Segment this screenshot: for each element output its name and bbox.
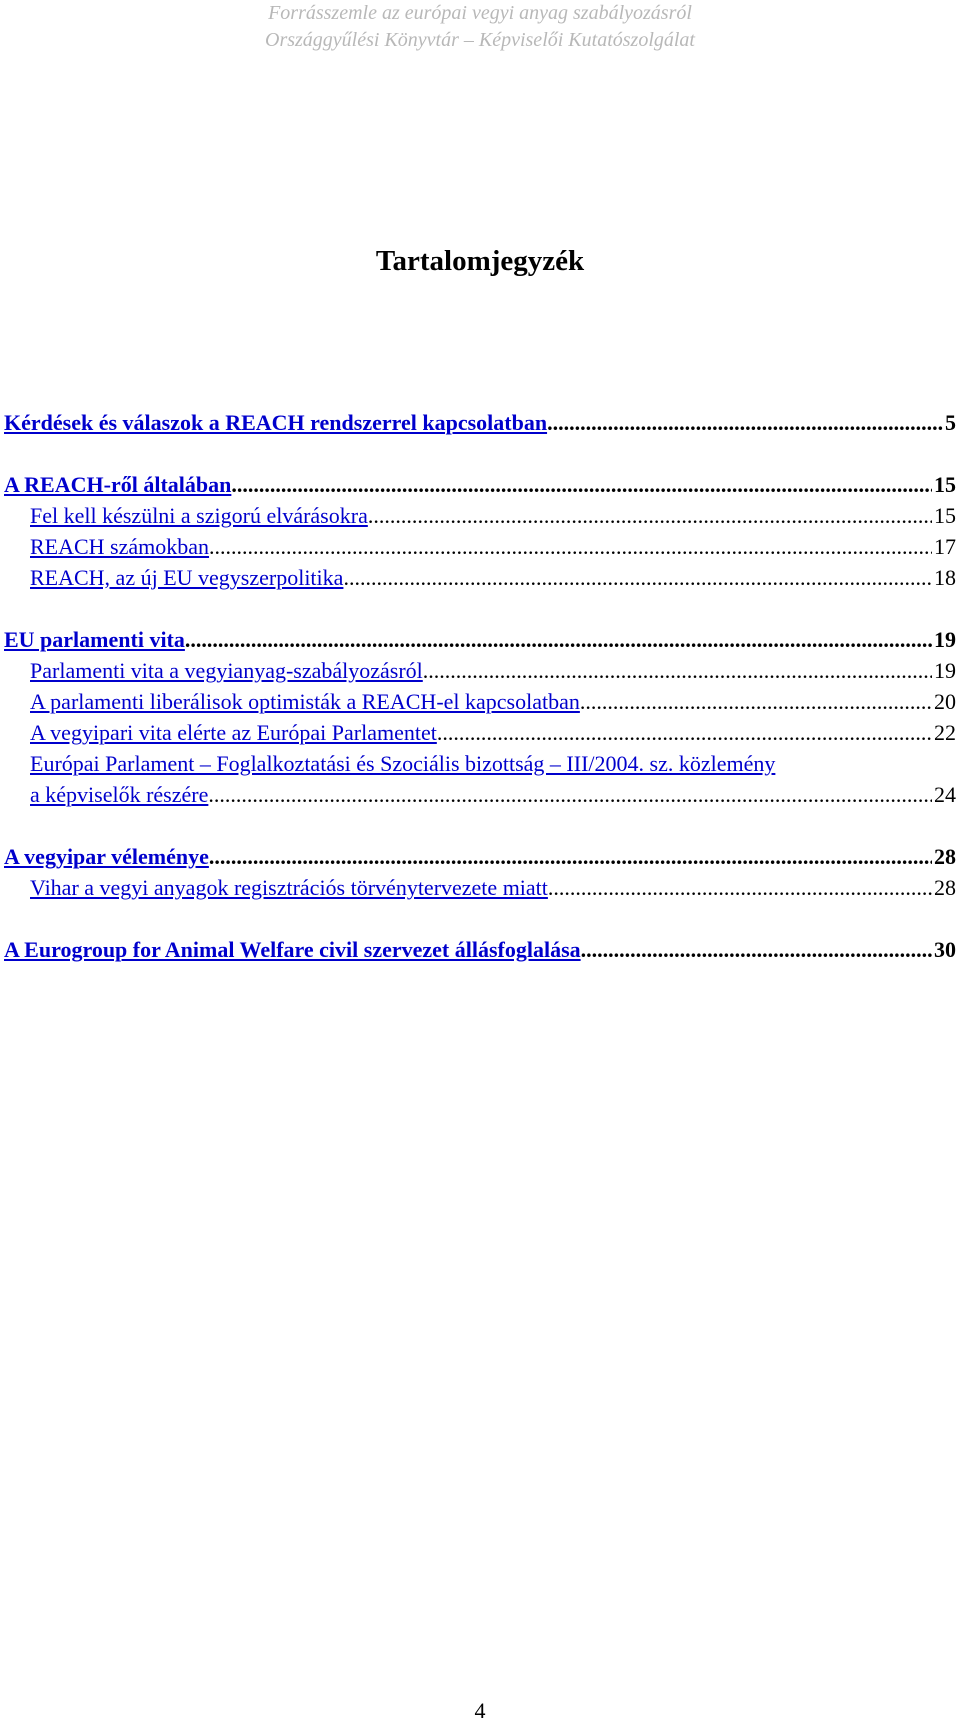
toc-page: 5 bbox=[945, 410, 956, 435]
toc-page: 28 bbox=[934, 844, 956, 869]
page-title: Tartalomjegyzék bbox=[375, 245, 585, 277]
leader-dots bbox=[548, 875, 932, 901]
toc-page: 18 bbox=[934, 565, 956, 590]
toc-entry[interactable] bbox=[30, 782, 956, 808]
toc-link[interactable]: A parlamenti liberálisok optimisták a REACH-el kapcsolatban bbox=[30, 689, 580, 714]
toc-link[interactable]: EU parlamenti vita bbox=[4, 627, 185, 652]
toc-link[interactable]: A REACH-ről általában bbox=[4, 472, 232, 497]
toc-entry[interactable] bbox=[30, 565, 956, 591]
toc-page: 19 bbox=[934, 627, 956, 652]
toc-entry[interactable] bbox=[30, 503, 956, 529]
toc-page: 30 bbox=[934, 937, 956, 962]
toc-entry[interactable] bbox=[30, 875, 956, 901]
toc-link[interactable]: Vihar a vegyi anyagok regisztrációs törvénytervezete miatt bbox=[30, 875, 548, 900]
toc-page: 15 bbox=[934, 503, 956, 528]
toc-page: 28 bbox=[934, 875, 956, 900]
toc-entry[interactable] bbox=[4, 937, 956, 963]
toc-link-wrapped[interactable]: Európai Parlament – Foglalkoztatási és Szociális bizottság – III/2004. sz. közlemény bbox=[30, 751, 776, 776]
header-line-2: Országgyűlési Könyvtár – Képviselői Kutatószolgálat bbox=[265, 29, 695, 51]
leader-dots bbox=[208, 782, 932, 808]
leader-dots bbox=[437, 720, 932, 746]
toc-link[interactable]: REACH, az új EU vegyszerpolitika bbox=[30, 565, 344, 590]
toc-link[interactable]: Parlamenti vita a vegyianyag-szabályozásról bbox=[30, 658, 423, 683]
toc-link[interactable]: A Eurogroup for Animal Welfare civil szervezet állásfoglalása bbox=[4, 937, 581, 962]
toc-page: 15 bbox=[934, 472, 956, 497]
toc-entry[interactable] bbox=[30, 689, 956, 715]
toc-page: 20 bbox=[934, 689, 956, 714]
toc-link[interactable]: Kérdések és válaszok a REACH rendszerrel kapcsolatban bbox=[4, 410, 548, 435]
leader-dots bbox=[343, 565, 932, 591]
toc-page: 22 bbox=[934, 720, 956, 745]
toc-page: 17 bbox=[934, 534, 956, 559]
toc-entry[interactable] bbox=[4, 472, 956, 498]
toc-entry[interactable] bbox=[4, 844, 956, 870]
toc-link[interactable]: a képviselők részére bbox=[30, 782, 209, 807]
toc-link[interactable]: Fel kell készülni a szigorú elvárásokra bbox=[30, 503, 368, 528]
leader-dots bbox=[581, 937, 932, 963]
leader-dots bbox=[580, 689, 932, 715]
toc-entry[interactable] bbox=[4, 410, 956, 436]
toc-entry[interactable] bbox=[4, 627, 956, 653]
toc-link[interactable]: REACH számokban bbox=[30, 534, 210, 559]
leader-dots bbox=[185, 627, 932, 653]
leader-dots bbox=[423, 658, 932, 684]
toc-entry[interactable] bbox=[30, 534, 956, 560]
leader-dots bbox=[209, 844, 932, 870]
leader-dots bbox=[547, 410, 943, 436]
page-number: 4 bbox=[474, 1698, 486, 1723]
toc-entry[interactable] bbox=[30, 720, 956, 746]
leader-dots bbox=[209, 534, 932, 560]
toc-page: 24 bbox=[934, 782, 956, 807]
toc-link[interactable]: A vegyipari vita elérte az Európai Parlamentet bbox=[30, 720, 437, 745]
running-header bbox=[0, 0, 960, 54]
leader-dots bbox=[368, 503, 932, 529]
toc-entry[interactable] bbox=[30, 658, 956, 684]
toc-link[interactable]: A vegyipar véleménye bbox=[4, 844, 209, 869]
header-line-1: Forrásszemle az európai vegyi anyag szabályozásról bbox=[268, 2, 692, 24]
toc-page: 19 bbox=[934, 658, 956, 683]
leader-dots bbox=[231, 472, 932, 498]
